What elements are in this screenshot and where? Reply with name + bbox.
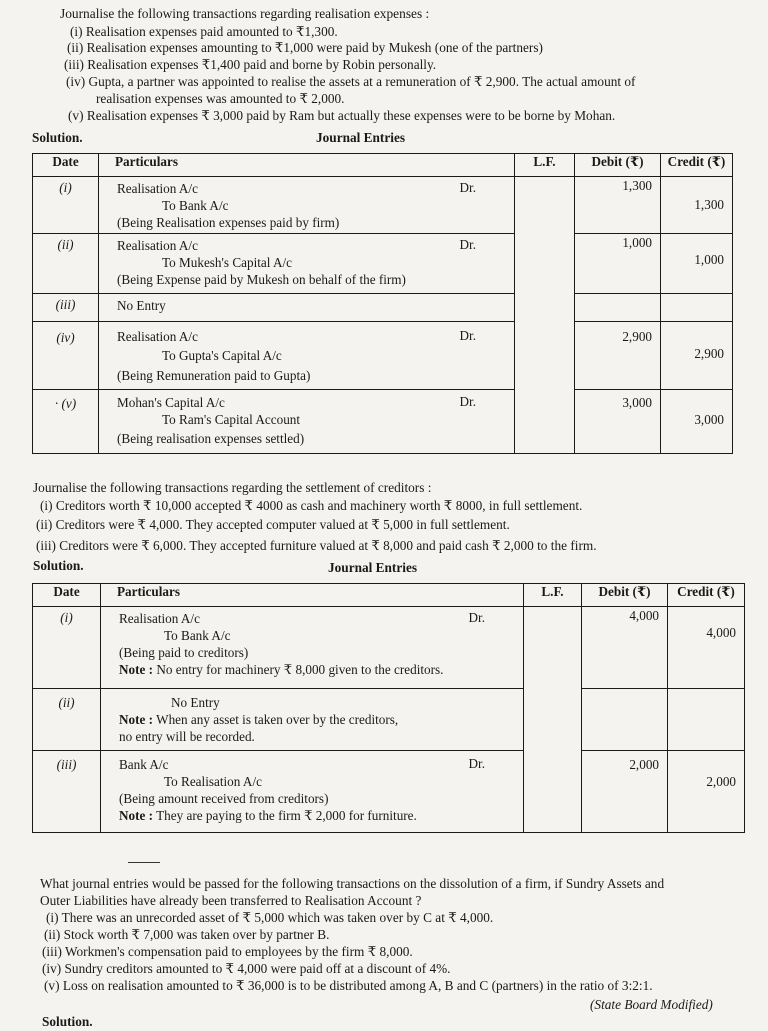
q1-journal-title: Journal Entries	[316, 130, 406, 145]
table-row	[33, 294, 733, 322]
q1-item-4: (iv) Gupta, a partner was appointed to realise the assets at a remuneration of ₹ 2,900. The actual amount of	[66, 74, 636, 89]
journal-table-2	[32, 583, 745, 833]
dr-marker: Dr.	[459, 394, 476, 409]
table-row	[33, 390, 733, 454]
note-line-2: no entry will be recorded.	[119, 729, 255, 744]
debit-account: Realisation A/c	[119, 611, 200, 626]
q2-title: Journalise the following transactions regarding the settlement of creditors :	[33, 480, 432, 495]
q1-item-5: (v) Realisation expenses ₹ 3,000 paid by Ram but actually these expenses were to be borne by Mohan.	[68, 108, 616, 123]
lf-column	[515, 177, 575, 454]
header-debit: Debit (₹)	[575, 154, 661, 177]
dr-marker: Dr.	[459, 180, 476, 195]
row-date: (i)	[33, 177, 99, 234]
narration: (Being paid to creditors)	[119, 645, 249, 660]
row-debit: 3,000	[575, 390, 661, 454]
row-particulars	[99, 177, 515, 234]
q1-item-2: (ii) Realisation expenses amounting to ₹1,000 were paid by Mukesh (one of the partners)	[67, 40, 543, 55]
header-date: Date	[33, 154, 99, 177]
row-date: (iii)	[33, 751, 101, 833]
table-row	[33, 607, 745, 689]
q1-item-1: (i) Realisation expenses paid amounted to ₹1,300.	[70, 24, 338, 39]
q2-item-1: (i) Creditors worth ₹ 10,000 accepted ₹ 4000 as cash and machinery worth ₹ 8000, in full settlement.	[40, 498, 583, 513]
dr-marker: Dr.	[459, 328, 476, 343]
credit-account: To Mukesh's Capital A/c	[162, 255, 293, 270]
narration: (Being Remuneration paid to Gupta)	[117, 368, 311, 383]
header-particulars: Particulars	[101, 584, 524, 607]
debit-account: Bank A/c	[119, 757, 169, 772]
q3-item-1: (i) There was an unrecorded asset of ₹ 5,000 which was taken over by C at ₹ 4,000.	[46, 910, 494, 925]
header-lf: L.F.	[524, 584, 582, 607]
divider-rule	[128, 862, 160, 863]
q3-source: (State Board Modified)	[590, 997, 713, 1012]
header-credit: Credit (₹)	[661, 154, 733, 177]
dr-marker: Dr.	[468, 756, 485, 771]
credit-account: To Bank A/c	[164, 628, 231, 643]
narration: (Being Realisation expenses paid by firm)	[117, 215, 340, 230]
table-row	[33, 689, 745, 751]
narration: (Being realisation expenses settled)	[117, 431, 305, 446]
row-particulars	[101, 689, 524, 751]
table-row	[33, 322, 733, 390]
q2-item-3: (iii) Creditors were ₹ 6,000. They accepted furniture valued at ₹ 8,000 and paid cash ₹ 2,000 to the firm.	[36, 538, 597, 553]
row-date: (ii)	[33, 234, 99, 294]
row-credit: 2,000	[668, 751, 745, 833]
table-row	[33, 234, 733, 294]
debit-account: Realisation A/c	[117, 181, 198, 196]
row-date: (ii)	[33, 689, 101, 751]
row-credit: 1,300	[661, 177, 733, 234]
credit-account: To Realisation A/c	[164, 774, 262, 789]
dr-marker: Dr.	[468, 610, 485, 625]
row-debit: 2,900	[575, 322, 661, 390]
journal-table-1	[32, 153, 733, 454]
dr-marker: Dr.	[459, 237, 476, 252]
row-date: (i)	[33, 607, 101, 689]
header-date: Date	[33, 584, 101, 607]
table-header-row	[33, 584, 745, 607]
credit-account: To Gupta's Capital A/c	[162, 348, 282, 363]
header-lf: L.F.	[515, 154, 575, 177]
lf-column	[524, 607, 582, 833]
row-particulars	[99, 322, 515, 390]
credit-account: To Ram's Capital Account	[162, 412, 301, 427]
row-debit: 4,000	[582, 607, 668, 689]
q3-item-2: (ii) Stock worth ₹ 7,000 was taken over by partner B.	[44, 927, 330, 942]
q1-title: Journalise the following transactions regarding realisation expenses :	[60, 6, 430, 21]
note-line: Note : When any asset is taken over by the creditors,	[119, 712, 399, 727]
row-particulars	[99, 390, 515, 454]
q3-item-5: (v) Loss on realisation amounted to ₹ 36,000 is to be distributed among A, B and C (partners) in the ratio of 3:2:1.	[44, 978, 653, 993]
header-particulars: Particulars	[99, 154, 515, 177]
debit-account: Mohan's Capital A/c	[117, 395, 225, 410]
header-debit: Debit (₹)	[582, 584, 668, 607]
q3-title-line-1: What journal entries would be passed for the following transactions on the dissolution of a firm, if Sundry Assets and	[40, 876, 665, 891]
row-debit	[582, 689, 668, 751]
row-credit: 1,000	[661, 234, 733, 294]
credit-account: To Bank A/c	[162, 198, 229, 213]
row-date: · (v)	[33, 390, 99, 454]
q2-journal-title: Journal Entries	[328, 560, 418, 575]
row-particulars	[99, 294, 515, 322]
row-credit	[661, 294, 733, 322]
header-credit: Credit (₹)	[668, 584, 745, 607]
table-row	[33, 751, 745, 833]
table-header-row	[33, 154, 733, 177]
row-credit: 3,000	[661, 390, 733, 454]
q2-solution-label: Solution.	[33, 558, 84, 573]
q2-item-2: (ii) Creditors were ₹ 4,000. They accepted computer valued at ₹ 5,000 in full settlement.	[36, 517, 510, 532]
row-debit: 2,000	[582, 751, 668, 833]
row-particulars	[99, 234, 515, 294]
no-entry-text: No Entry	[117, 298, 166, 313]
q3-solution-label: Solution.	[42, 1014, 93, 1029]
row-credit: 4,000	[668, 607, 745, 689]
table-row	[33, 177, 733, 234]
q1-item-4-cont: realisation expenses was amounted to ₹ 2,000.	[96, 91, 345, 106]
row-debit: 1,300	[575, 177, 661, 234]
row-credit: 2,900	[661, 322, 733, 390]
row-debit	[575, 294, 661, 322]
no-entry-text: No Entry	[171, 695, 220, 710]
row-particulars	[101, 607, 524, 689]
row-particulars	[101, 751, 524, 833]
note-line: Note : No entry for machinery ₹ 8,000 given to the creditors.	[119, 662, 444, 677]
narration: (Being amount received from creditors)	[119, 791, 329, 806]
row-debit: 1,000	[575, 234, 661, 294]
q1-solution-label: Solution.	[32, 130, 83, 145]
row-date: (iv)	[33, 322, 99, 390]
row-date: (iii)	[33, 294, 99, 322]
q1-item-3: (iii) Realisation expenses ₹1,400 paid and borne by Robin personally.	[64, 57, 437, 72]
debit-account: Realisation A/c	[117, 329, 198, 344]
q3-item-3: (iii) Workmen's compensation paid to employees by the firm ₹ 8,000.	[42, 944, 413, 959]
row-credit	[668, 689, 745, 751]
q3-title-line-2: Outer Liabilities have already been transferred to Realisation Account ?	[40, 893, 422, 908]
note-line: Note : They are paying to the firm ₹ 2,000 for furniture.	[119, 808, 417, 823]
q3-item-4: (iv) Sundry creditors amounted to ₹ 4,000 were paid off at a discount of 4%.	[42, 961, 451, 976]
narration: (Being Expense paid by Mukesh on behalf of the firm)	[117, 272, 406, 287]
debit-account: Realisation A/c	[117, 238, 198, 253]
